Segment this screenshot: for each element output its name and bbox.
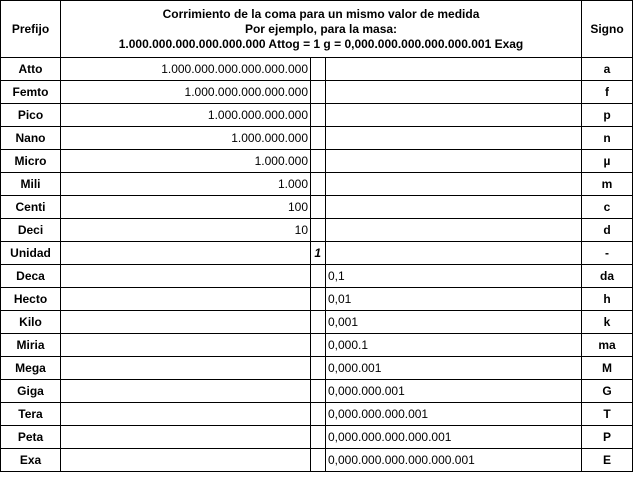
right-value-cell: 0,1 [326,265,582,288]
right-value-cell: 0,000.000.000.000.001 [326,426,582,449]
right-value-cell [326,127,582,150]
sign-cell: a [582,58,633,81]
sign-column-header: Signo [582,1,633,58]
right-value-cell: 0,000.001 [326,357,582,380]
table-row [1,219,633,242]
unit-cell [311,81,326,104]
sign-cell: c [582,196,633,219]
sign-cell: E [582,449,633,472]
sign-cell: P [582,426,633,449]
sign-cell: µ [582,150,633,173]
left-value-cell [61,265,311,288]
prefix-cell: Centi [1,196,61,219]
right-value-cell: 0,000.1 [326,334,582,357]
unit-cell [311,380,326,403]
left-value-cell [61,380,311,403]
unit-cell [311,219,326,242]
left-value-cell [61,357,311,380]
sign-cell: da [582,265,633,288]
table-row [1,426,633,449]
right-value-cell [326,173,582,196]
right-value-cell: 0,000.000.000.001 [326,403,582,426]
prefix-cell: Atto [1,58,61,81]
table-row [1,173,633,196]
left-value-cell: 1.000.000 [61,150,311,173]
prefix-cell: Femto [1,81,61,104]
prefix-cell: Deci [1,219,61,242]
right-value-cell: 0,01 [326,288,582,311]
table-row [1,127,633,150]
unit-cell [311,127,326,150]
unit-cell [311,196,326,219]
table-body [1,58,633,472]
unit-cell [311,150,326,173]
table-header-row [1,1,633,58]
unit-cell [311,334,326,357]
prefix-cell: Tera [1,403,61,426]
unit-cell [311,288,326,311]
prefix-cell: Hecto [1,288,61,311]
unit-cell [311,58,326,81]
prefix-cell: Peta [1,426,61,449]
table-row [1,403,633,426]
right-value-cell [326,81,582,104]
unit-cell [311,311,326,334]
title-line-1: Corrimiento de la coma para un mismo valor de medida [162,6,480,21]
right-value-cell [326,242,582,265]
prefix-cell: Pico [1,104,61,127]
left-value-cell [61,403,311,426]
table-row [1,104,633,127]
prefix-cell: Mega [1,357,61,380]
prefix-cell: Unidad [1,242,61,265]
prefix-cell: Mili [1,173,61,196]
table-title [61,1,582,58]
table-row [1,449,633,472]
left-value-cell: 1.000.000.000.000.000.000 [61,58,311,81]
left-value-cell [61,288,311,311]
left-value-cell: 10 [61,219,311,242]
unit-cell [311,449,326,472]
right-value-cell [326,150,582,173]
unit-cell [311,173,326,196]
unit-cell [311,265,326,288]
sign-cell: - [582,242,633,265]
sign-cell: ma [582,334,633,357]
sign-cell: n [582,127,633,150]
unit-cell [311,357,326,380]
title-line-3: 1.000.000.000.000.000.000 Attog = 1 g = 0,000.000.000.000.000.001 Exag [118,36,524,51]
unit-cell [311,426,326,449]
sign-cell: M [582,357,633,380]
left-value-cell [61,449,311,472]
prefix-cell: Deca [1,265,61,288]
left-value-cell: 100 [61,196,311,219]
sign-cell: T [582,403,633,426]
sign-cell: m [582,173,633,196]
unit-cell [311,403,326,426]
right-value-cell [326,58,582,81]
table-row [1,311,633,334]
left-value-cell [61,242,311,265]
table-row [1,81,633,104]
right-value-cell [326,196,582,219]
left-value-cell: 1.000.000.000.000 [61,104,311,127]
table-row [1,196,633,219]
table-row [1,334,633,357]
left-value-cell [61,426,311,449]
sign-cell: f [582,81,633,104]
prefix-cell: Miria [1,334,61,357]
unit-cell: 1 [311,242,326,265]
sign-cell: k [582,311,633,334]
sign-cell: G [582,380,633,403]
right-value-cell: 0,000.000.001 [326,380,582,403]
sign-cell: p [582,104,633,127]
right-value-cell: 0,000.000.000.000.000.001 [326,449,582,472]
prefix-cell: Nano [1,127,61,150]
sign-cell: h [582,288,633,311]
right-value-cell: 0,001 [326,311,582,334]
prefix-cell: Exa [1,449,61,472]
left-value-cell: 1.000 [61,173,311,196]
table-row [1,288,633,311]
prefix-column-header: Prefijo [1,1,61,58]
left-value-cell: 1.000.000.000 [61,127,311,150]
table-row [1,242,633,265]
right-value-cell [326,104,582,127]
right-value-cell [326,219,582,242]
table-row [1,357,633,380]
left-value-cell [61,311,311,334]
sign-cell: d [582,219,633,242]
left-value-cell: 1.000.000.000.000.000 [61,81,311,104]
table-row [1,380,633,403]
title-line-2: Por ejemplo, para la masa: [244,21,398,36]
unit-cell [311,104,326,127]
table-row [1,58,633,81]
table-row [1,265,633,288]
table-row [1,150,633,173]
left-value-cell [61,334,311,357]
prefix-cell: Giga [1,380,61,403]
prefix-cell: Kilo [1,311,61,334]
prefix-cell: Micro [1,150,61,173]
